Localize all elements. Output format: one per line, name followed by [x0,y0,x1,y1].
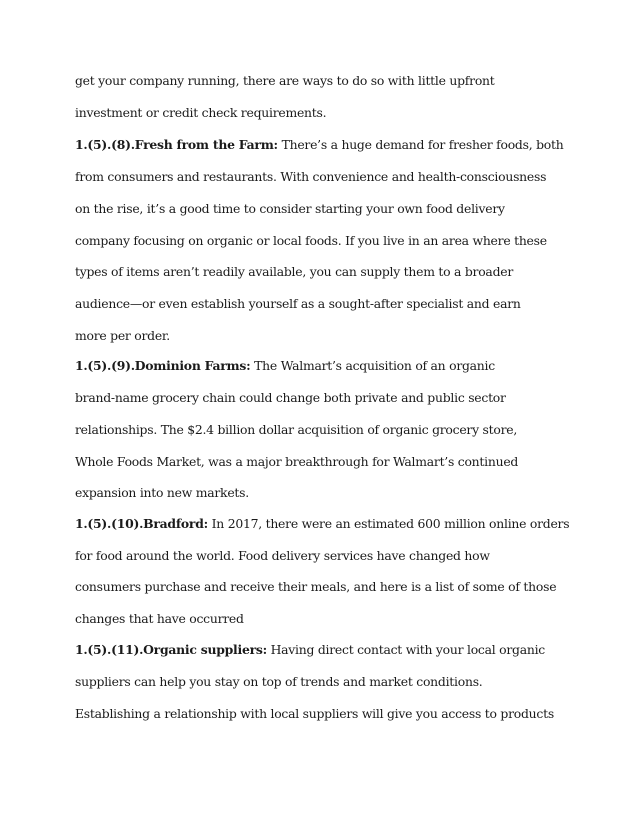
section-heading-line: 1.(5).(8).Fresh from the Farm: There’s a huge demand for fresher foods, both [75,137,564,152]
text-line: Whole Foods Market, was a major breakthrough for Walmart’s continued [75,454,519,469]
text-line: more per order. [75,328,170,343]
text-line: investment or credit check requirements. [75,105,327,120]
section-heading-fresh-from-the-farm: 1.(5).(8).Fresh from the Farm: [75,137,278,152]
text-line: relationships. The $2.4 billion dollar acquisition of organic grocery store, [75,422,518,437]
text-line: suppliers can help you stay on top of trends and market conditions. [75,674,483,689]
section-heading-bradford: 1.(5).(10).Bradford: [75,516,208,531]
section-heading-line: 1.(5).(9).Dominion Farms: The Walmart’s acquisition of an organic [75,358,495,373]
section-heading-line: 1.(5).(11).Organic suppliers: Having direct contact with your local organic [75,642,545,657]
text-line: brand-name grocery chain could change both private and public sector [75,390,506,405]
text-line: types of items aren’t readily available, you can supply them to a broader [75,264,514,279]
text-line: expansion into new markets. [75,485,249,500]
text-line: company focusing on organic or local foods. If you live in an area where these [75,233,547,248]
section-heading-organic-suppliers: 1.(5).(11).Organic suppliers: [75,642,267,657]
text-line: on the rise, it’s a good time to consider starting your own food delivery [75,201,505,216]
section-heading-dominion-farms: 1.(5).(9).Dominion Farms: [75,358,251,373]
text-line: changes that have occurred [75,611,244,626]
text-line: consumers purchase and receive their meals, and here is a list of some of those [75,579,557,594]
text-line: Establishing a relationship with local suppliers will give you access to products [75,706,554,721]
text-line: from consumers and restaurants. With convenience and health-consciousness [75,169,547,184]
text-line: get your company running, there are ways to do so with little upfront [75,73,495,88]
section-heading-line: 1.(5).(10).Bradford: In 2017, there were an estimated 600 million online orders [75,516,570,531]
text-line: audience—or even establish yourself as a sought-after specialist and earn [75,296,521,311]
text-line: for food around the world. Food delivery services have changed how [75,548,490,563]
